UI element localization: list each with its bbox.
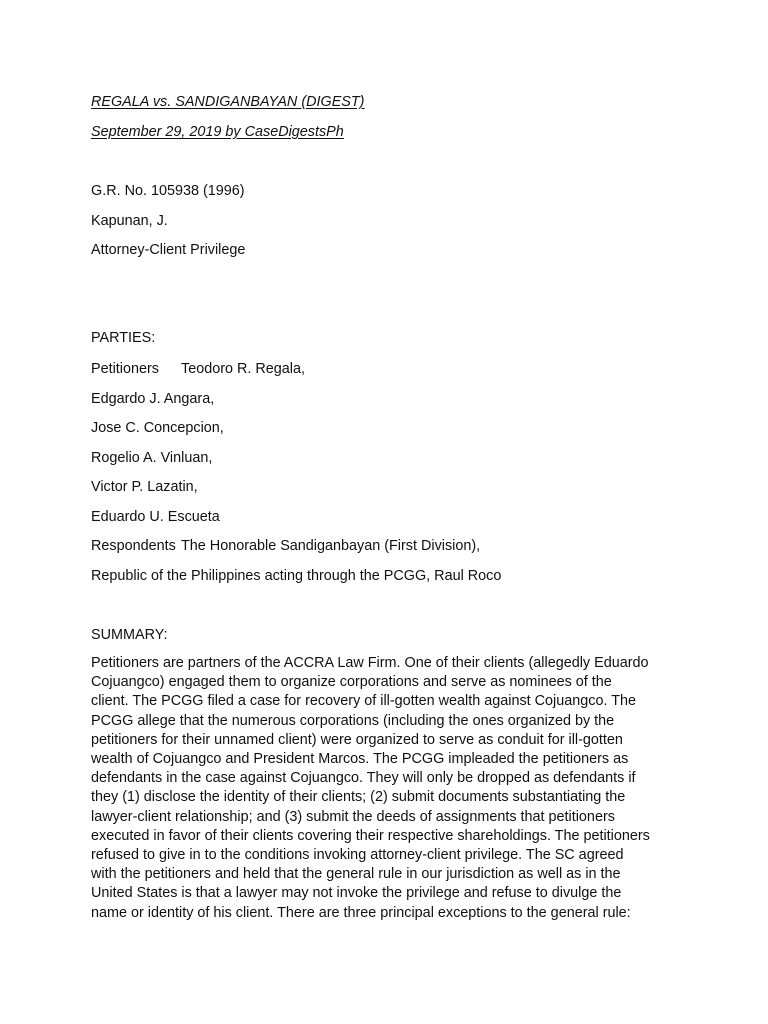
summary-line: executed in favor of their clients covering their respective shareholdings. The petitioners xyxy=(91,827,650,844)
petitioner-name: Rogelio A. Vinluan, xyxy=(91,450,213,466)
petitioner-name: Edgardo J. Angara, xyxy=(91,391,215,407)
respondents-label: Respondents xyxy=(91,538,176,554)
case-topic: Attorney-Client Privilege xyxy=(91,242,246,258)
petitioner-name: Victor P. Lazatin, xyxy=(91,479,198,495)
summary-line: with the petitioners and held that the general rule in our jurisdiction as well as in the xyxy=(91,866,621,883)
summary-line: lawyer-client relationship; and (3) submit the deeds of assignments that petitioners xyxy=(91,808,615,825)
respondent-name: The Honorable Sandiganbayan (First Division), xyxy=(181,538,481,554)
case-number: G.R. No. 105938 (1996) xyxy=(91,183,245,199)
petitioner-name: Jose C. Concepcion, xyxy=(91,420,224,436)
respondents-row xyxy=(91,537,480,555)
summary-line: name or identity of his client. There are three principal exceptions to the general rule: xyxy=(91,904,631,921)
petitioners-row xyxy=(91,360,305,378)
summary-heading: SUMMARY: xyxy=(91,627,168,643)
summary-line: PCGG allege that the numerous corporations (including the ones organized by the xyxy=(91,712,615,729)
summary-line: client. The PCGG filed a case for recovery of ill-gotten wealth against Cojuangco. The xyxy=(91,693,636,710)
summary-line: United States is that a lawyer may not invoke the privilege and refuse to divulge the xyxy=(91,885,622,902)
document-title: REGALA vs. SANDIGANBAYAN (DIGEST) xyxy=(91,94,365,110)
summary-line: wealth of Cojuangco and President Marcos. The PCGG impleaded the petitioners as xyxy=(91,751,629,768)
ponente: Kapunan, J. xyxy=(91,213,168,229)
petitioners-label: Petitioners xyxy=(91,361,159,377)
summary-paragraph xyxy=(91,654,691,923)
summary-line: refused to give in to the conditions invoking attorney-client privilege. The SC agreed xyxy=(91,847,624,864)
petitioner-name: Eduardo U. Escueta xyxy=(91,509,220,525)
respondent-name: Republic of the Philippines acting through the PCGG, Raul Roco xyxy=(91,568,502,584)
document-byline: September 29, 2019 by CaseDigestsPh xyxy=(91,124,344,140)
summary-line: Petitioners are partners of the ACCRA Law Firm. One of their clients (allegedly Eduardo xyxy=(91,655,649,671)
parties-heading: PARTIES: xyxy=(91,330,156,346)
summary-line: petitioners for their unnamed client) were organized to serve as conduit for ill-gotten xyxy=(91,731,623,748)
summary-line: defendants in the case against Cojuangco. They will only be dropped as defendants if xyxy=(91,770,636,787)
summary-line: they (1) disclose the identity of their clients; (2) submit documents substantiating the xyxy=(91,789,626,806)
summary-line: Cojuangco) engaged them to organize corporations and serve as nominees of the xyxy=(91,674,612,691)
petitioner-name: Teodoro R. Regala, xyxy=(181,361,305,377)
